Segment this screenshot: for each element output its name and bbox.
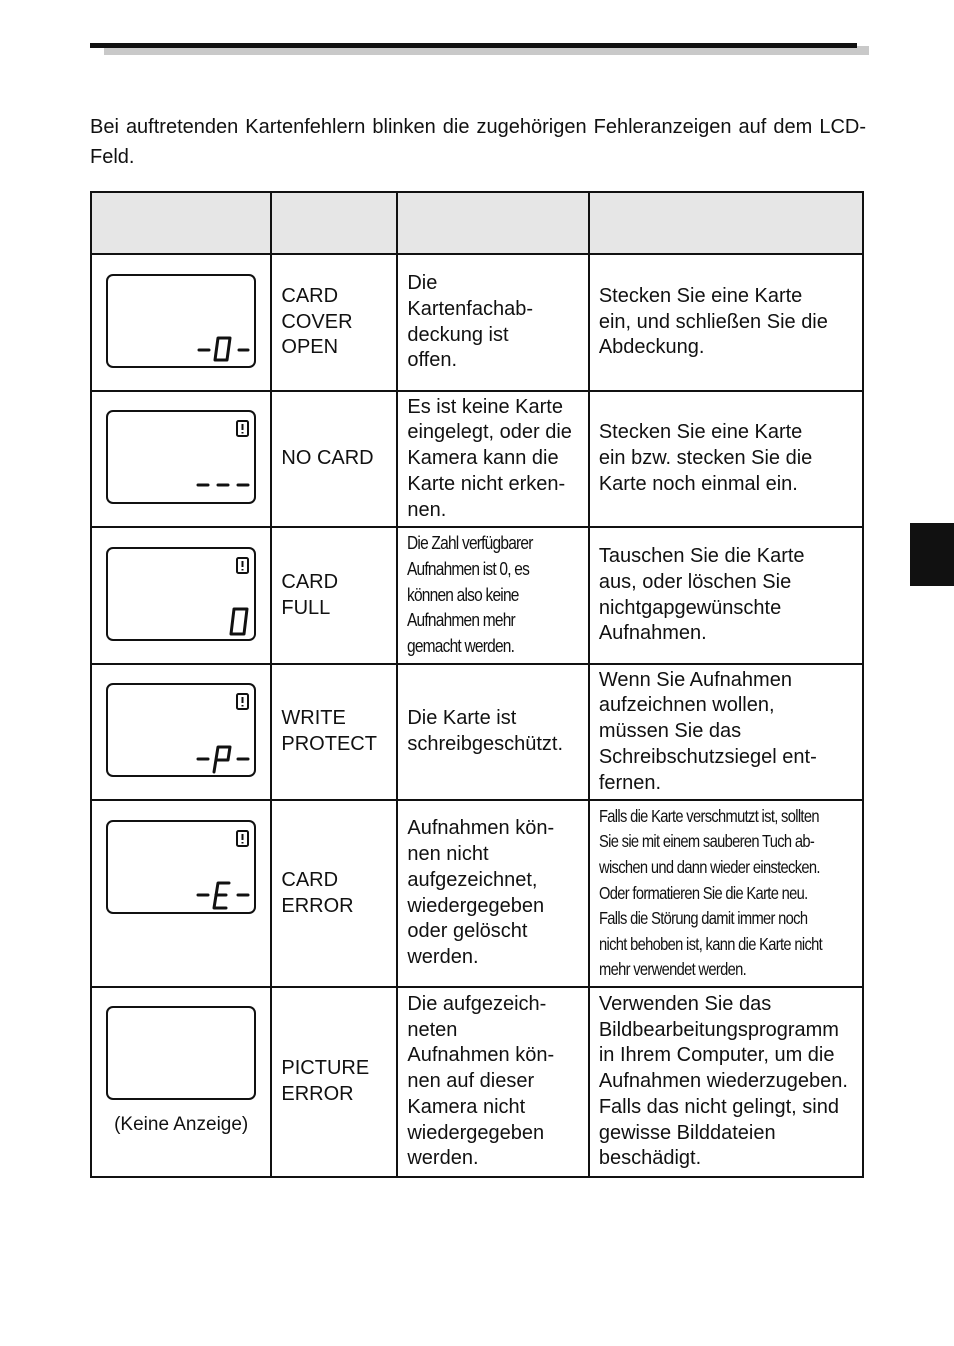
remedy-cell bbox=[589, 800, 863, 987]
remedy-line: müssen Sie das bbox=[598, 720, 742, 743]
message-line: ERROR bbox=[281, 894, 354, 917]
message-line: PICTURE bbox=[281, 1057, 370, 1080]
cause-line: Es ist keine Karte bbox=[407, 395, 563, 418]
message-line: ERROR bbox=[281, 1083, 354, 1105]
remedy-line: fernen. bbox=[598, 771, 662, 794]
message-line: PROTECT bbox=[281, 733, 377, 755]
lcd-panel bbox=[106, 1006, 256, 1100]
message-cell bbox=[271, 800, 397, 987]
cause-line: wiedergegeben bbox=[407, 894, 545, 917]
cause-cell bbox=[397, 664, 588, 800]
table-row bbox=[91, 391, 863, 527]
cause-line: schreibgeschützt. bbox=[407, 733, 563, 755]
remedy-line: Abdeckung. bbox=[598, 336, 705, 359]
cause-line: gemacht werden. bbox=[407, 635, 515, 656]
cause-line: Aufnahmen kön- bbox=[407, 1044, 555, 1067]
message-line: OPEN bbox=[281, 336, 339, 359]
header-cell-display bbox=[91, 192, 271, 254]
cause-line: Kartenfachab- bbox=[407, 297, 533, 320]
lcd-symbol-no-card-icon bbox=[108, 412, 254, 502]
remedy-line: in Ihrem Computer, um die bbox=[598, 1044, 835, 1067]
table-row bbox=[91, 664, 863, 800]
lcd-symbol-write-protect-icon bbox=[108, 685, 254, 775]
remedy-line: Sie sie mit einem sauberen Tuch ab- bbox=[598, 831, 814, 852]
remedy-line: Schreibschutzsiegel ent- bbox=[598, 745, 817, 768]
remedy-line: Verwenden Sie das bbox=[598, 993, 772, 1016]
remedy-line: aufzeichnen wollen, bbox=[598, 694, 775, 717]
lcd-display-cell bbox=[91, 664, 271, 800]
lcd-symbol-card-error-icon bbox=[108, 822, 254, 912]
message-line: CARD bbox=[281, 284, 339, 307]
remedy-line: Tauschen Sie die Karte bbox=[598, 545, 805, 568]
lcd-panel bbox=[106, 820, 256, 914]
remedy-line: Wenn Sie Aufnahmen bbox=[598, 668, 792, 691]
remedy-line: Falls das nicht gelingt, sind bbox=[598, 1095, 839, 1118]
remedy-line: wischen und dann wieder einstecken. bbox=[598, 857, 820, 878]
cause-line: nen. bbox=[407, 498, 447, 521]
table-header-row bbox=[91, 192, 863, 254]
lcd-panel bbox=[106, 547, 256, 641]
lcd-display-cell bbox=[91, 987, 271, 1177]
message-line: CARD bbox=[281, 868, 339, 891]
lcd-caption: (Keine Anzeige) bbox=[114, 1114, 249, 1135]
remedy-cell bbox=[589, 527, 863, 664]
message-line: COVER bbox=[281, 310, 353, 333]
cause-cell bbox=[397, 527, 588, 664]
message-cell bbox=[271, 527, 397, 664]
remedy-line: Oder formatieren Sie die Karte neu. bbox=[598, 882, 808, 903]
lcd-panel bbox=[106, 274, 256, 368]
cause-line: Die Karte ist bbox=[407, 707, 517, 730]
message-cell bbox=[271, 254, 397, 391]
cause-line: wiedergegeben bbox=[407, 1121, 545, 1144]
cause-line: werden. bbox=[407, 1147, 479, 1170]
remedy-line: beschädigt. bbox=[598, 1147, 702, 1170]
lcd-panel bbox=[106, 410, 256, 504]
lcd-panel bbox=[106, 683, 256, 777]
message-cell bbox=[271, 664, 397, 800]
cause-line: nen auf dieser bbox=[407, 1070, 535, 1093]
cause-cell bbox=[397, 987, 588, 1177]
remedy-line: Bildbearbeitungsprogramm bbox=[598, 1018, 839, 1041]
message-cell bbox=[271, 987, 397, 1177]
remedy-cell bbox=[589, 987, 863, 1177]
chapter-tab bbox=[910, 523, 954, 586]
remedy-line: Falls die Karte verschmutzt ist, sollten bbox=[598, 805, 819, 826]
message-line: CARD bbox=[281, 570, 339, 593]
cause-line: Die bbox=[407, 272, 438, 295]
cause-cell bbox=[397, 254, 588, 391]
remedy-cell bbox=[589, 391, 863, 527]
cause-cell bbox=[397, 391, 588, 527]
table-row bbox=[91, 254, 863, 391]
remedy-cell bbox=[589, 254, 863, 391]
lcd-display-cell bbox=[91, 254, 271, 391]
remedy-line: Aufnahmen. bbox=[598, 622, 707, 645]
message-line: NO CARD bbox=[281, 447, 374, 470]
lcd-symbol-cover-open-icon bbox=[108, 276, 254, 366]
cause-line: Karte nicht erken- bbox=[407, 472, 566, 495]
cause-line: Aufnahmen mehr bbox=[407, 610, 516, 631]
message-cell bbox=[271, 391, 397, 527]
message-line: FULL bbox=[281, 596, 331, 619]
cause-line: Die aufgezeich- bbox=[407, 993, 547, 1016]
remedy-line: nichtgapgewünschte bbox=[598, 596, 782, 619]
cause-line: werden. bbox=[407, 945, 479, 968]
cause-line: können also keine bbox=[407, 584, 519, 605]
remedy-line: Stecken Sie eine Karte bbox=[598, 284, 803, 307]
cause-line: Aufnahmen kön- bbox=[407, 817, 555, 840]
remedy-cell bbox=[589, 664, 863, 800]
table-row bbox=[91, 987, 863, 1177]
cause-line: Aufnahmen ist 0, es bbox=[407, 559, 530, 580]
remedy-line: nicht behoben ist, kann die Karte nicht bbox=[598, 933, 822, 954]
lcd-symbol-card-full-icon bbox=[108, 549, 254, 639]
cause-line: nen nicht bbox=[407, 843, 489, 866]
header-cell-cause bbox=[397, 192, 588, 254]
remedy-line: Karte noch einmal ein. bbox=[598, 472, 798, 495]
cause-line: Die Zahl verfügbarer bbox=[407, 533, 533, 554]
header-cell-remedy bbox=[589, 192, 863, 254]
remedy-line: aus, oder löschen Sie bbox=[598, 570, 792, 593]
header-rule bbox=[90, 43, 857, 48]
remedy-line: Stecken Sie eine Karte bbox=[598, 421, 803, 444]
remedy-line: mehr verwendet werden. bbox=[598, 959, 746, 980]
lcd-display-cell bbox=[91, 391, 271, 527]
cause-line: neten bbox=[407, 1018, 458, 1041]
remedy-line: gewisse Bilddateien bbox=[598, 1121, 776, 1144]
cause-line: Kamera kann die bbox=[407, 447, 559, 470]
remedy-line: Aufnahmen wiederzugeben. bbox=[598, 1070, 848, 1093]
intro-paragraph: Bei auftretenden Kartenfehlern blinken die zugehörigen Fehleranzeigen auf dem LCD-Feld. bbox=[90, 116, 866, 168]
table-row bbox=[91, 527, 863, 664]
cause-line: eingelegt, oder die bbox=[407, 421, 572, 444]
lcd-display-cell bbox=[91, 800, 271, 987]
cause-line: aufgezeichnet, bbox=[407, 868, 538, 891]
message-line: WRITE bbox=[281, 707, 346, 730]
remedy-line: ein, und schließen Sie die bbox=[598, 310, 828, 333]
header-cell-message bbox=[271, 192, 397, 254]
remedy-line: ein bzw. stecken Sie die bbox=[598, 447, 813, 470]
cause-line: deckung ist bbox=[407, 323, 509, 346]
cause-line: offen. bbox=[407, 349, 458, 372]
table-row bbox=[91, 800, 863, 987]
lcd-display-cell bbox=[91, 527, 271, 664]
remedy-line: Falls die Störung damit immer noch bbox=[598, 908, 808, 929]
cause-line: Kamera nicht bbox=[407, 1095, 526, 1118]
cause-line: oder gelöscht bbox=[407, 920, 528, 943]
card-error-table bbox=[90, 191, 864, 1178]
cause-cell bbox=[397, 800, 588, 987]
